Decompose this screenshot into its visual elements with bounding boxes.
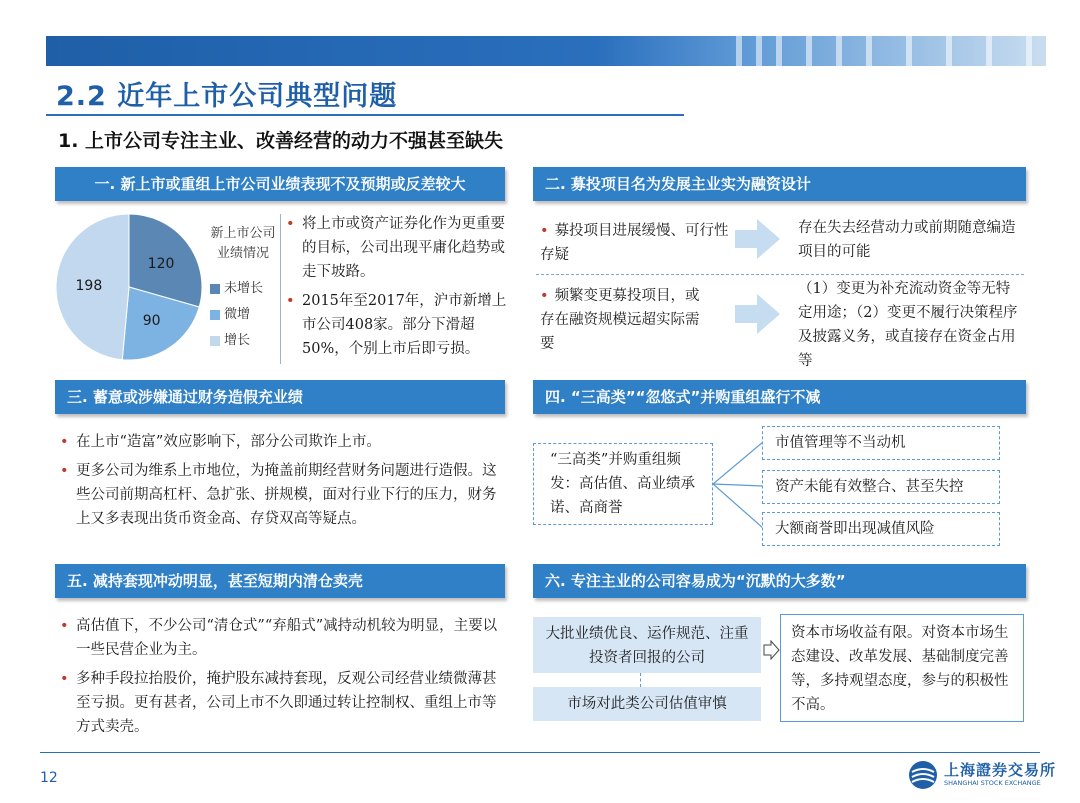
section-6-box-top: 大批业绩优良、运作规范、注重投资者回报的公司	[533, 617, 761, 673]
chart-legend	[210, 276, 263, 354]
section-5-bullets	[58, 614, 498, 744]
section-6-box-right: 资本市场收益有限。对资本市场生态建设、改革发展、基础制度完善等，多持观望态度，参与的积极性不高。	[780, 614, 1024, 722]
legend-item	[210, 328, 263, 354]
connector-lines	[713, 425, 765, 535]
legend-label: 微增	[224, 307, 251, 322]
section-6-box-bottom: 市场对此类公司估值审慎	[533, 687, 761, 721]
pie-data-label: 120	[147, 255, 175, 272]
section-4-main-box: “三高类”并购重组频发：高估值、高业绩承诺、高商誉	[533, 443, 713, 525]
list-item: • 更多公司为维系上市地位，为掩盖前期经营财务问题进行造假。这些公司前期高杠杆、急扩张、拼规模，面对行业下行的压力，财务上又多表现出货币资金高、存贷双高等疑点。	[58, 459, 508, 531]
sse-logo	[908, 760, 1056, 790]
sse-logo-icon	[908, 760, 938, 790]
chart-title: 新上市公司业绩情况	[210, 226, 276, 261]
pie-chart-svg	[54, 212, 204, 362]
section-4-heading: 四. “三高类”“忽悠式”并购重组盛行不减	[533, 380, 1026, 414]
legend-swatch	[210, 336, 220, 346]
section-2-item-2-right: （1）变更为补充流动资金等无特定用途；（2）变更不履行决策程序及披露义务，或直接存在资金占用等	[798, 281, 1018, 369]
legend-swatch	[210, 310, 220, 320]
divider	[280, 214, 281, 364]
item-text: 募投项目进展缓慢、可行性存疑	[540, 223, 729, 263]
bullet-icon: •	[540, 288, 549, 304]
item-text: 频繁变更募投项目，或存在融资规模远超实际需要	[540, 288, 700, 352]
outcome-box: 大额商誉即出现减值风险	[762, 512, 1000, 546]
section-1-bullets	[284, 212, 510, 366]
outcome-box: 市值管理等不当动机	[762, 426, 1000, 460]
section-3-bullets	[58, 430, 508, 536]
list-item: • 2015年至2017年，沪市新增上市公司408家。部分下滑超50%，个别上市后即亏损。	[284, 289, 510, 361]
footer-divider	[40, 752, 1040, 753]
section-2-item-1-right: 存在失去经营动力或前期随意编造项目的可能	[798, 220, 1016, 260]
section-3-heading: 三. 蓄意或涉嫌通过财务造假充业绩	[55, 380, 505, 414]
divider	[536, 274, 1024, 275]
section-1-heading: 一. 新上市或重组上市公司业绩表现不及预期或反差较大	[55, 167, 505, 201]
list-item: • 将上市或资产证券化作为更重要的目标，公司出现平庸化趋势或走下坡路。	[284, 212, 510, 284]
legend-label: 增长	[224, 333, 251, 348]
bullet-icon: •	[540, 223, 549, 239]
pie-chart	[54, 212, 204, 362]
list-item: • 多种手段拉抬股价，掩护股东减持套现，反观公司经营业绩微薄甚至亏损。更有甚者，公司上市不久即通过转让控制权、重组上市等方式卖壳。	[58, 667, 498, 739]
page-title: 2.2 近年上市公司典型问题	[56, 81, 398, 112]
list-item: • 在上市“造富”效应影响下，部分公司欺诈上市。	[58, 430, 508, 454]
section-2-item-2-left	[540, 284, 710, 356]
connector-line	[640, 673, 650, 687]
right-arrow-icon	[735, 294, 781, 334]
legend-item	[210, 276, 263, 302]
page-subtitle: 1. 上市公司专注主业、改善经营的动力不强甚至缺失	[58, 130, 504, 152]
section-2-item-1-left	[540, 219, 730, 267]
legend-item	[210, 302, 263, 328]
legend-swatch	[210, 284, 220, 294]
right-arrow-icon	[735, 219, 781, 259]
arrow-right-icon	[763, 640, 781, 660]
outcome-box: 资产未能有效整合、甚至失控	[762, 470, 1000, 504]
title-divider	[46, 114, 684, 116]
pie-data-label: 90	[142, 313, 161, 330]
legend-label: 未增长	[224, 281, 264, 296]
section-6-heading: 六. 专注主业的公司容易成为“沉默的大多数”	[533, 564, 1026, 598]
page-number: 12	[40, 770, 58, 786]
header-banner	[46, 36, 1046, 66]
list-item: • 高估值下，不少公司“清仓式”“弃船式”减持动机较为明显，主要以一些民营企业为主。	[58, 614, 498, 662]
section-5-heading: 五. 减持套现冲动明显，甚至短期内清仓卖壳	[55, 564, 505, 598]
logo-en-text: SHANGHAI STOCK EXCHANGE	[944, 779, 1041, 787]
pie-data-label: 198	[75, 278, 103, 295]
logo-cn-text: 上海證券交易所	[944, 761, 1057, 779]
section-2-heading: 二. 募投项目名为发展主业实为融资设计	[533, 167, 1026, 201]
